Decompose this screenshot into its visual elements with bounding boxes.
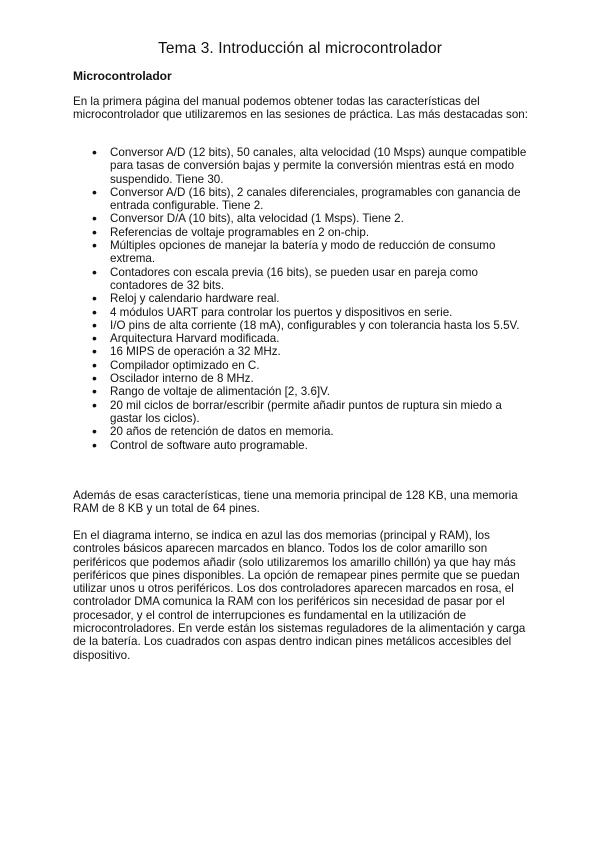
intro-paragraph: En la primera página del manual podemos obtener todas las características del microcontrolador que utilizaremos en las sesiones de práctica. Las más destacadas son:	[73, 95, 528, 122]
list-item: • 4 módulos UART para controlar los puertos y dispositivos en serie.	[92, 306, 534, 319]
list-item: • Arquitectura Harvard modificada.	[92, 332, 534, 345]
list-item: • Referencias de voltaje programables en 2 on-chip.	[92, 226, 534, 239]
list-item: • 16 MIPS de operación a 32 MHz.	[92, 345, 534, 358]
list-item: • Conversor A/D (12 bits), 50 canales, alta velocidad (10 Msps) aunque compatible para tasas de conversión bajas y permite la conversión mientras está en modo suspendido. Tiene 30.	[92, 146, 534, 186]
features-list	[92, 146, 534, 452]
list-item: • Conversor D/A (10 bits), alta velocidad (1 Msps). Tiene 2.	[92, 212, 534, 225]
page-title: Tema 3. Introducción al microcontrolador	[158, 40, 442, 57]
section-heading: Microcontrolador	[73, 69, 172, 83]
list-item: • Oscilador interno de 8 MHz.	[92, 372, 534, 385]
list-item: • Contadores con escala previa (16 bits), se pueden usar en pareja como contadores de 32 bits.	[92, 266, 534, 293]
list-item: • Múltiples opciones de manejar la batería y modo de reducción de consumo extrema.	[92, 239, 534, 266]
list-item: • I/O pins de alta corriente (18 mA), configurables y con tolerancia hasta los 5.5V.	[92, 319, 534, 332]
memory-paragraph: Además de esas características, tiene una memoria principal de 128 KB, una memoria RAM de 8 KB y un total de 64 pines.	[73, 489, 518, 516]
diagram-paragraph: En el diagrama interno, se indica en azul las dos memorias (principal y RAM), los controles básicos aparecen marcados en blanco. Todos los de color amarillo son periféricos que podemos añadir (solo utilizaremos los amarillo chillón) ya que hay más periféricos que pines disponibles. La opción de remapear pines permite que se puedan utilizar unos u otros periféricos. Los dos controladores aparecen marcados en rosa, el controlador DMA comunica la RAM con los periféricos sin necesidad de pasar por el procesador, y el control de interrupciones es fundamental en la utilización de microcontroladores. En verde están los sistemas reguladores de la alimentación y carga de la batería. Los cuadrados con aspas dentro indican pines metálicos accesibles del dispositivo.	[73, 529, 526, 662]
list-item: • Compilador optimizado en C.	[92, 359, 534, 372]
list-item: • Rango de voltaje de alimentación [2, 3.6]V.	[92, 385, 534, 398]
list-item: • Conversor A/D (16 bits), 2 canales diferenciales, programables con ganancia de entrada configurable. Tiene 2.	[92, 186, 534, 213]
list-item: • 20 años de retención de datos en memoria.	[92, 425, 534, 438]
list-item: • 20 mil ciclos de borrar/escribir (permite añadir puntos de ruptura sin miedo a gastar los ciclos).	[92, 399, 534, 426]
list-item: • Reloj y calendario hardware real.	[92, 292, 534, 305]
list-item: • Control de software auto programable.	[92, 439, 534, 452]
